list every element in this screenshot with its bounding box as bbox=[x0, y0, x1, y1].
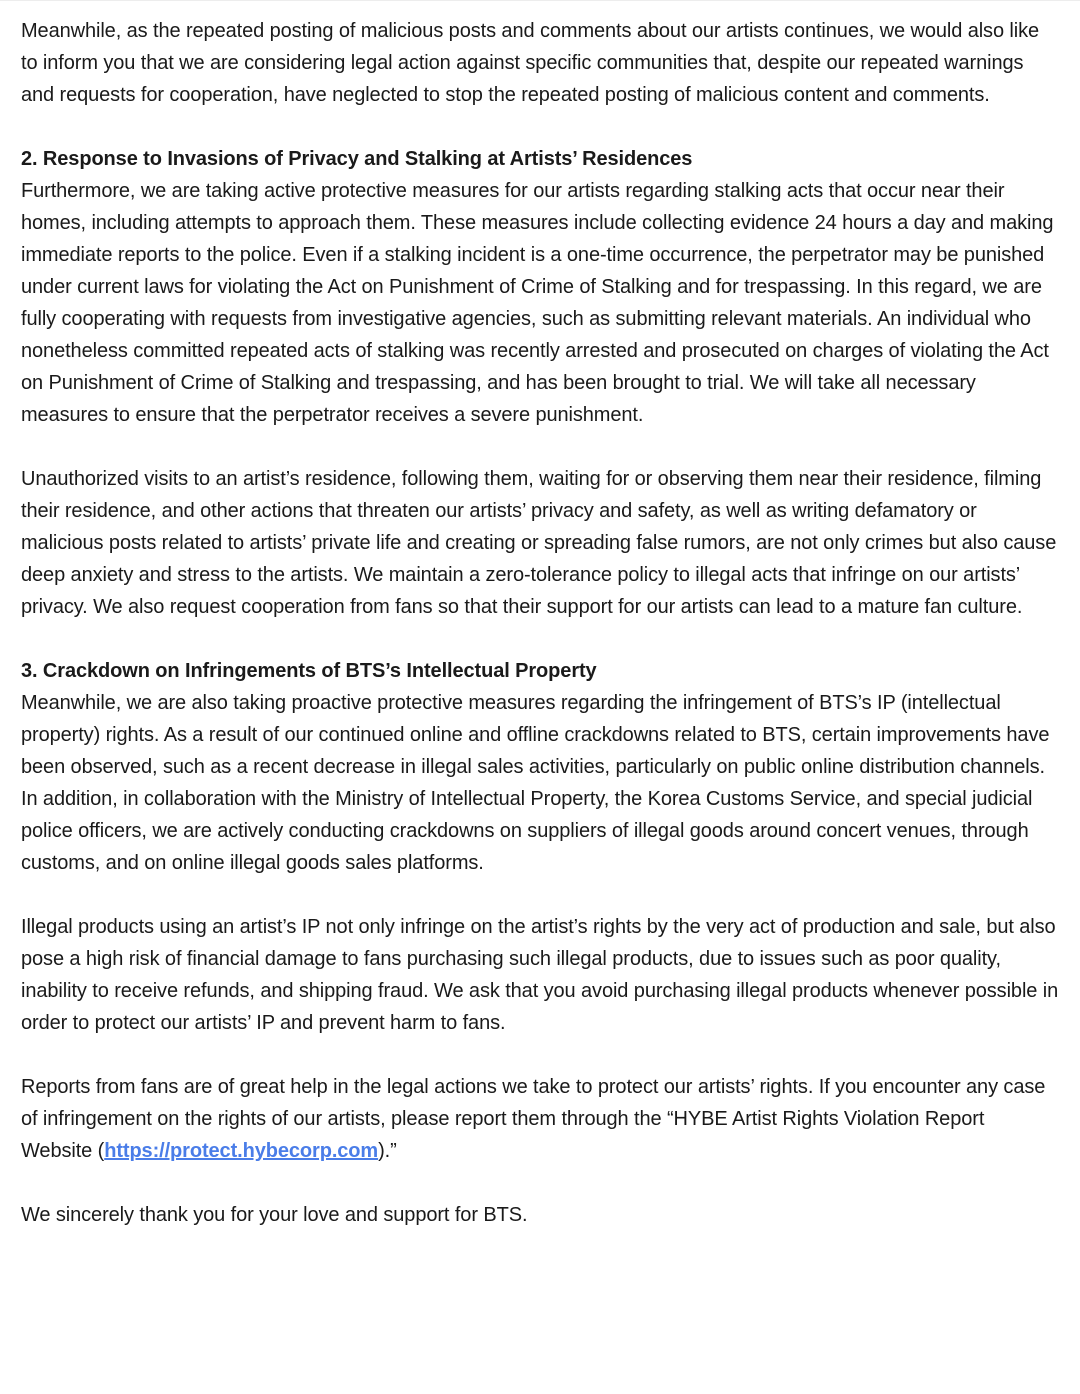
section-ip-crackdown bbox=[21, 655, 1059, 879]
section-privacy-stalking bbox=[21, 143, 1059, 431]
section-2-body-paragraph: Furthermore, we are taking active protective measures for our artists regarding stalking acts that occur near their homes, including attempts to approach them. These measures include collecting evidence 24 hours a day and making immediate reports to the police. Even if a stalking incident is a one-time occurrence, the perpetrator may be punished under current laws for violating the Act on Punishment of Crime of Stalking and for trespassing. In this regard, we are fully cooperating with requests from investigative agencies, such as submitting relevant materials. An individual who nonetheless committed repeated acts of stalking was recently arrested and prosecuted on charges of violating the Act on Punishment of Crime of Stalking and trespassing, and has been brought to trial. We will take all necessary measures to ensure that the perpetrator receives a severe punishment. bbox=[21, 180, 1054, 426]
section-3-heading: 3. Crackdown on Infringements of BTS’s Intellectual Property bbox=[21, 660, 597, 682]
top-crop-hairline bbox=[0, 0, 1080, 1]
report-text-before-link: Reports from fans are of great help in the legal actions we take to protect our artists’ rights. If you encounter any case of infringement on the rights of our artists, please report them through the “HYBE Artist Rights Violation Report Website ( bbox=[21, 1076, 1046, 1162]
report-text-after-link: ).” bbox=[378, 1140, 397, 1162]
closing-paragraph: We sincerely thank you for your love and support for BTS. bbox=[21, 1204, 528, 1226]
report-paragraph bbox=[21, 1071, 1059, 1167]
privacy-zero-tolerance-paragraph: Unauthorized visits to an artist’s residence, following them, waiting for or observing them near their residence, filming their residence, and other actions that threaten our artists’ privacy and safety, as well as writing defamatory or malicious posts related to artists’ private life and creating or spreading false rumors, are not only crimes but also cause deep anxiety and stress to the artists. We maintain a zero-tolerance policy to illegal acts that infringe on our artists’ privacy. We also request cooperation from fans so that their support for our artists can lead to a mature fan culture. bbox=[21, 468, 1057, 618]
intro-paragraph: Meanwhile, as the repeated posting of malicious posts and comments about our artists continues, we would also like to inform you that we are considering legal action against specific communities that, despite our repeated warnings and requests for cooperation, have neglected to stop the repeated posting of malicious content and comments. bbox=[21, 20, 1040, 106]
report-link[interactable]: https://protect.hybecorp.com bbox=[104, 1140, 379, 1162]
section-3-body-paragraph: Meanwhile, we are also taking proactive protective measures regarding the infringement of BTS’s IP (intellectual property) rights. As a result of our continued online and offline crackdowns related to BTS, certain improvements have been observed, such as a recent decrease in illegal sales activities, particularly on public online distribution channels. In addition, in collaboration with the Ministry of Intellectual Property, the Korea Customs Service, and special judicial police officers, we are actively conducting crackdowns on suppliers of illegal goods around concert venues, through customs, and on online illegal goods sales platforms. bbox=[21, 692, 1050, 874]
section-2-heading: 2. Response to Invasions of Privacy and Stalking at Artists’ Residences bbox=[21, 148, 693, 170]
illegal-products-paragraph: Illegal products using an artist’s IP not only infringe on the artist’s rights by the very act of production and sale, but also pose a high risk of financial damage to fans purchasing such illegal products, due to issues such as poor quality, inability to receive refunds, and shipping fraud. We ask that you avoid purchasing illegal products whenever possible in order to protect our artists’ IP and prevent harm to fans. bbox=[21, 916, 1059, 1034]
